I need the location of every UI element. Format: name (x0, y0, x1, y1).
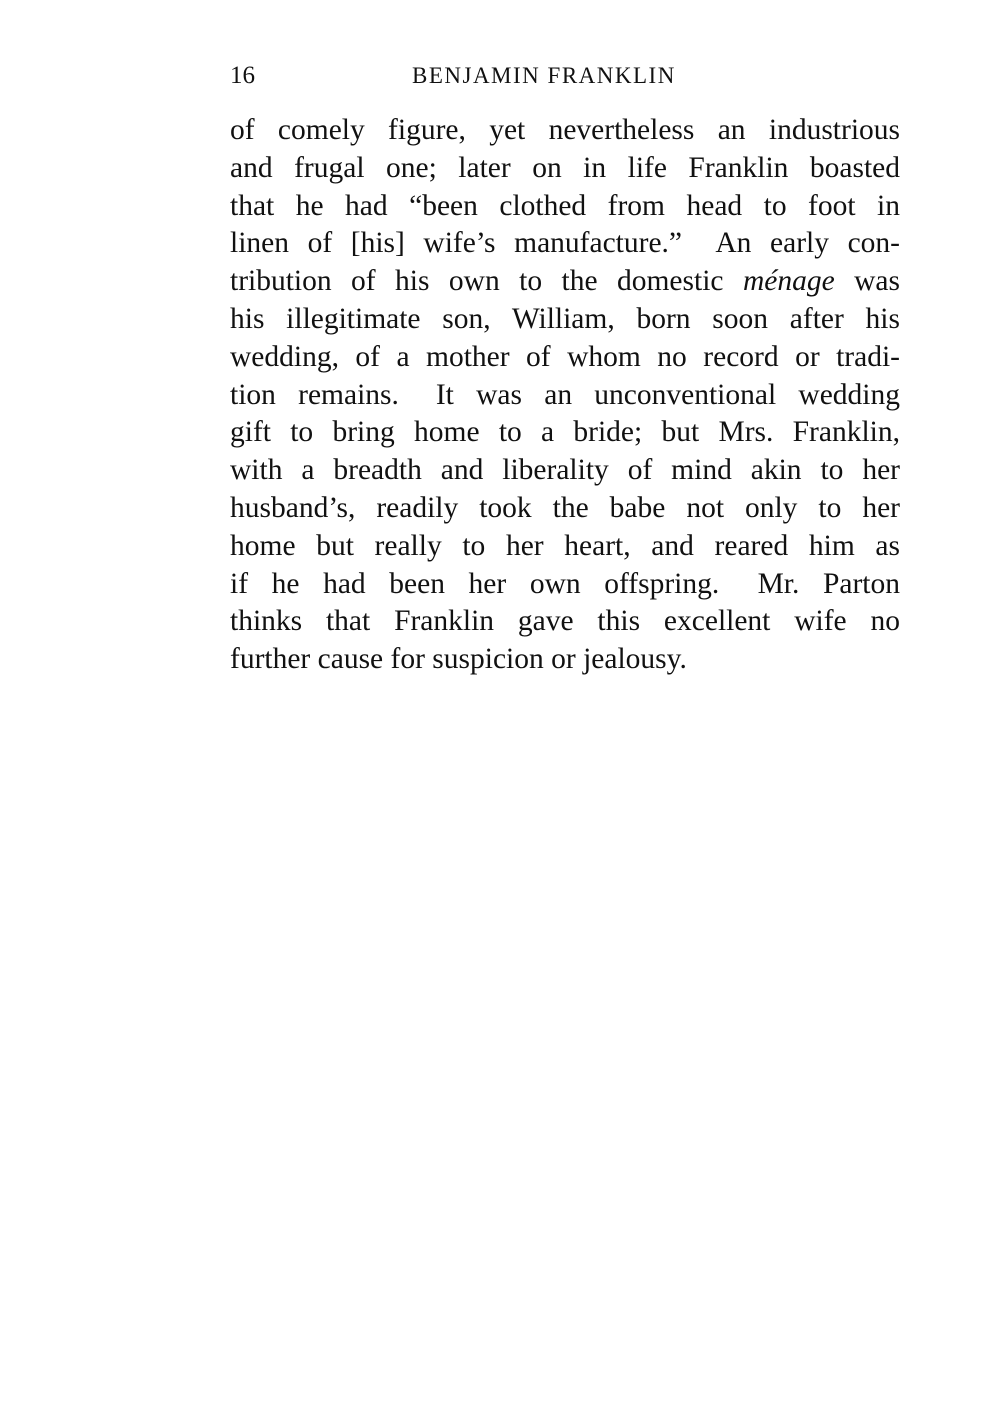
text-line: his illegitimate son, William, born soon after his (230, 302, 900, 335)
text-line: thinks that Franklin gave this excellent wife no (230, 605, 900, 638)
text-line-start: tribution of his own to the domestic (230, 265, 743, 298)
text-line-end: was (834, 265, 900, 298)
page-number: 16 (230, 62, 255, 89)
text-line: if he had been her own offspring. Mr. Parton (230, 567, 900, 600)
text-line (230, 263, 900, 301)
italic-word: ménage (742, 265, 835, 298)
text-line: tion remains. It was an unconventional wedding (230, 378, 900, 411)
running-title: BENJAMIN FRANKLIN (412, 63, 676, 88)
text-line: linen of [his] wife’s manufacture.” An early con- (230, 227, 900, 260)
text-line-last: further cause for suspicion or jealousy. (230, 643, 687, 676)
text-line: gift to bring home to a bride; but Mrs. Franklin, (230, 416, 900, 449)
text-line: and frugal one; later on in life Franklin boasted (230, 151, 900, 184)
text-line: wedding, of a mother of whom no record or tradi- (230, 340, 900, 373)
text-line: that he had “been clothed from head to foot in (230, 189, 900, 222)
text-line: home but really to her heart, and reared him as (230, 529, 900, 562)
body-paragraph (230, 112, 900, 679)
text-line: of comely figure, yet nevertheless an industrious (230, 114, 900, 146)
text-line: with a breadth and liberality of mind akin to her (230, 454, 900, 487)
running-head (230, 58, 900, 94)
text-line: husband’s, readily took the babe not only to her (230, 491, 900, 524)
